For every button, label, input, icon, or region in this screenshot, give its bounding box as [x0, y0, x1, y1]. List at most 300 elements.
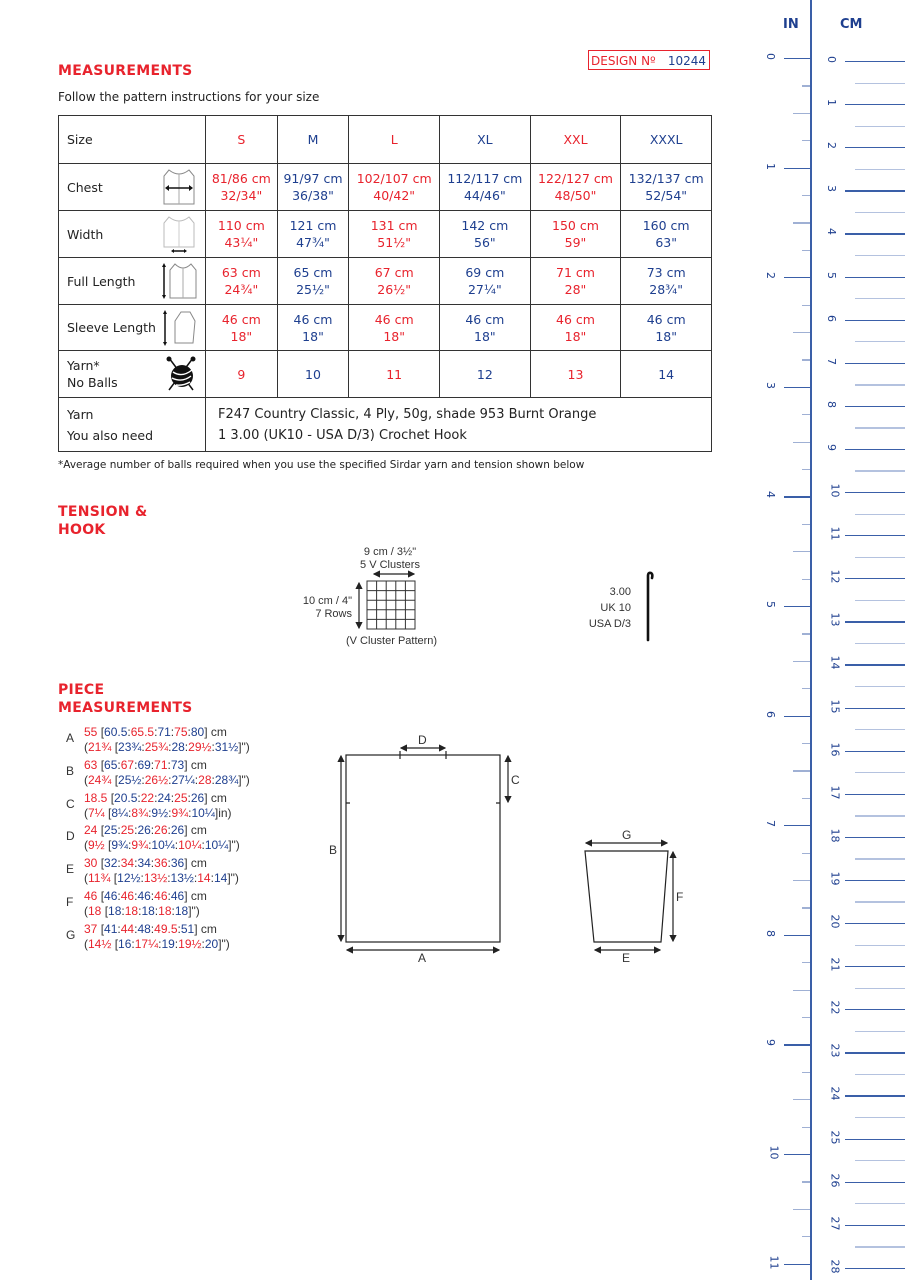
body-piece [346, 755, 500, 942]
value-cm: 65 cm [293, 265, 333, 280]
cm-major-tick [845, 449, 905, 450]
size-label: Size [59, 116, 206, 164]
cm-minor-tick [855, 1117, 905, 1118]
piece-value: 65.5 [130, 725, 155, 739]
row-label [59, 258, 206, 305]
piece-value: 25¾ [144, 740, 169, 754]
cm-label: 18 [828, 828, 842, 843]
piece-value: 51 [180, 921, 195, 936]
size-m: M [277, 116, 349, 164]
cm-major-tick [845, 61, 905, 62]
inch-minor-tick [793, 332, 810, 333]
cm-minor-tick [855, 600, 905, 601]
tension-clusters: 5 V Clusters [360, 559, 420, 571]
inch-major-tick [784, 1154, 810, 1155]
piece-value: 25 [104, 823, 118, 838]
balls-xxxl: 14 [621, 351, 712, 398]
piece-value: 71 [154, 757, 168, 772]
cm-minor-tick [855, 557, 905, 558]
cm-label: 28 [828, 1259, 842, 1274]
cm-label: 10 [828, 483, 842, 498]
cm-major-tick [845, 104, 905, 105]
piece-letter: D [66, 829, 75, 844]
inch-minor-tick [802, 1127, 810, 1128]
measurement-row-width [59, 211, 712, 258]
crochet-hook-icon [642, 570, 654, 642]
piece-value: 27¼ [171, 772, 195, 787]
cm-label: 20 [828, 914, 842, 929]
cm-label: 6 [825, 314, 838, 322]
piece-value: 49.5 [154, 921, 178, 936]
balls-label [59, 351, 206, 398]
piece-value: 20.5 [114, 790, 138, 805]
cm-label: 0 [825, 56, 838, 63]
inch-minor-tick [793, 770, 810, 771]
piece-value: 29½ [188, 740, 212, 754]
measurement-cell [277, 258, 349, 305]
piece-value: 28 [198, 772, 212, 787]
inch-major-tick [784, 168, 810, 169]
piece-letter: E [66, 862, 75, 877]
inch-major-tick [784, 1264, 810, 1265]
piece-value: 46 [104, 889, 118, 903]
piece-value: 17¼ [134, 936, 159, 951]
piece-title-2: MEASUREMENTS [58, 700, 193, 716]
balls-xl: 12 [440, 351, 531, 398]
inch-minor-tick [802, 250, 810, 251]
piece-cm-unit: cm [200, 921, 217, 936]
value-cm: 73 cm [646, 265, 686, 280]
measurement-cell [621, 305, 712, 351]
piece-value: 26 [170, 823, 185, 838]
cm-label: 21 [828, 957, 842, 972]
inch-minor-tick [802, 1181, 810, 1182]
inch-label: 7 [764, 820, 777, 828]
tension-height: 10 cm / 4" [302, 595, 352, 607]
piece-value: 36 [154, 856, 168, 871]
cm-minor-tick [855, 427, 905, 428]
cm-minor-tick [855, 901, 905, 902]
cm-minor-tick [855, 298, 905, 299]
measurement-cell [206, 258, 278, 305]
piece-value: 14 [213, 871, 228, 886]
value-cm: 102/107 cm [356, 171, 432, 186]
piece-in-unit: ") [241, 772, 250, 787]
cm-major-tick [845, 664, 905, 665]
value-cm: 160 cm [642, 218, 690, 233]
inch-minor-tick [793, 222, 810, 223]
inch-label: 11 [767, 1255, 781, 1270]
value-in: 63" [655, 235, 677, 250]
value-in: 28" [564, 282, 587, 297]
inch-major-tick [784, 277, 810, 278]
value-cm: 46 cm [374, 311, 414, 327]
row-label [59, 164, 206, 211]
measurement-cell [206, 164, 278, 211]
value-cm: 46 cm [221, 311, 261, 327]
cm-minor-tick [855, 1203, 905, 1204]
balls-xxl: 13 [530, 351, 621, 398]
balls-row [59, 351, 712, 398]
piece-value: 37 [84, 921, 98, 936]
inch-minor-tick [793, 661, 810, 662]
cm-major-tick [845, 1009, 905, 1010]
cm-label: 26 [828, 1173, 842, 1188]
cm-major-tick [845, 492, 905, 493]
value-cm: 81/86 cm [211, 171, 271, 186]
measurement-cell [277, 211, 349, 258]
cm-label: 27 [828, 1216, 842, 1231]
cm-minor-tick [855, 212, 905, 213]
cm-major-tick [845, 837, 905, 838]
piece-value: 44 [120, 921, 135, 936]
value-cm: 46 cm [556, 311, 595, 327]
inch-label: 9 [764, 1039, 777, 1047]
inch-minor-tick [802, 1236, 810, 1237]
cm-minor-tick [855, 470, 905, 471]
measurement-cell [349, 211, 440, 258]
inch-minor-tick [793, 1209, 810, 1210]
piece-value: 13½ [143, 871, 168, 886]
piece-value: 28 [171, 740, 185, 754]
piece-in-unit: ") [230, 871, 239, 886]
inch-minor-tick [793, 880, 810, 881]
piece-value: 8¼ [111, 805, 129, 820]
inch-minor-tick [802, 907, 810, 908]
cm-major-tick [845, 320, 905, 321]
measurement-cell [277, 305, 349, 351]
tension-height-label [290, 595, 352, 621]
value-cm: 121 cm [289, 218, 337, 233]
measurement-cell [440, 211, 531, 258]
cardigan-width-icon [161, 215, 199, 253]
value-in: 18" [655, 328, 677, 344]
inch-major-tick [784, 935, 810, 936]
piece-value: 18 [124, 904, 139, 918]
value-in: 59" [564, 235, 587, 250]
cm-major-tick [845, 277, 905, 278]
measurement-cell [349, 258, 440, 305]
piece-letter: B [66, 763, 75, 778]
measurement-cell [530, 164, 621, 211]
piece-in-unit: ") [231, 838, 240, 853]
label-g: G [622, 828, 632, 842]
cm-minor-tick [855, 945, 905, 946]
piece-cm-unit: cm [190, 889, 207, 903]
value-in: 40/42" [373, 188, 416, 203]
ruler-cm-title: CM [840, 17, 863, 32]
yarn-label: Yarn [67, 406, 94, 422]
cm-minor-tick [855, 686, 905, 687]
cm-minor-tick [855, 384, 905, 385]
piece-value: 19 [161, 936, 175, 951]
inch-label: 3 [764, 381, 777, 389]
inch-minor-tick [793, 551, 810, 552]
inch-label: 5 [764, 601, 777, 608]
piece-cm-unit: cm [190, 823, 207, 838]
piece-value: 55 [84, 725, 98, 739]
cm-major-tick [845, 880, 905, 881]
piece-value: 46 [154, 889, 168, 903]
inch-major-tick [784, 387, 810, 388]
piece-value: 18 [174, 904, 189, 918]
piece-value: 9¾ [111, 838, 129, 853]
piece-letter: A [66, 731, 75, 745]
cardigan-chest-icon [161, 168, 199, 206]
value-in: 32/34" [220, 188, 263, 203]
piece-value: 9½ [88, 838, 105, 853]
label-c: C [511, 773, 520, 787]
cm-minor-tick [855, 126, 905, 127]
value-in: 18" [474, 328, 496, 344]
inch-major-tick [784, 716, 810, 717]
design-label: DESIGN Nº [591, 54, 656, 68]
size-header-row [59, 116, 712, 164]
cm-major-tick [845, 1268, 905, 1269]
piece-value: 24¾ [88, 772, 112, 787]
inch-label: 0 [764, 53, 777, 60]
balls-s: 9 [206, 351, 278, 398]
piece-value: 16 [118, 936, 132, 951]
row-label [59, 211, 206, 258]
cm-label: 1 [825, 99, 838, 107]
tension-pattern: (V Cluster Pattern) [346, 635, 438, 647]
cm-major-tick [845, 578, 905, 579]
value-in: 43¼" [224, 235, 259, 250]
value-in: 36/38" [292, 188, 334, 203]
piece-cm-line: 18.5 [20.5:22:24:25:26] cm (7¼ [8¼:8¾:9½:9¾:10¼]in) [84, 790, 232, 820]
inch-minor-tick [793, 1099, 810, 1100]
piece-letter: F [66, 895, 74, 909]
value-in: 28¾" [649, 282, 684, 297]
cm-major-tick [845, 1052, 905, 1053]
row-label-text: Chest [67, 179, 103, 195]
measurement-cell [530, 258, 621, 305]
cm-label: 14 [828, 655, 842, 670]
inch-minor-tick [802, 798, 810, 799]
piece-value: 46 [170, 889, 185, 903]
cm-label: 15 [828, 699, 842, 713]
value-in: 25½" [296, 282, 330, 297]
inch-minor-tick [802, 524, 810, 525]
cm-minor-tick [855, 83, 905, 84]
piece-value: 10¼ [151, 838, 175, 853]
cm-minor-tick [855, 643, 905, 644]
measurement-cell [530, 305, 621, 351]
inch-label: 1 [764, 162, 777, 170]
yarn-labels [59, 398, 206, 452]
tension-title-1: TENSION & [58, 504, 148, 520]
label-e: E [622, 951, 631, 965]
inch-label: 10 [767, 1145, 781, 1160]
inch-minor-tick [793, 113, 810, 114]
piece-cm-unit: cm [190, 757, 207, 772]
size-s: S [206, 116, 278, 164]
piece-value: 28¾ [214, 772, 239, 787]
measurement-cell [530, 211, 621, 258]
cm-label: 19 [828, 871, 842, 886]
cm-label: 16 [828, 742, 842, 757]
yarn-value: F247 Country Classic, 4 Ply, 50g, shade 953 Burnt Orange [218, 406, 597, 422]
cm-label: 8 [825, 400, 838, 408]
cm-major-tick [845, 966, 905, 967]
piece-value: 10¼ [178, 838, 202, 853]
label-d: D [418, 733, 427, 747]
piece-value: 18 [88, 904, 102, 918]
cm-label: 24 [828, 1086, 842, 1101]
footnote: *Average number of balls required when you use the specified Sirdar yarn and tension shown below [58, 459, 585, 471]
cm-minor-tick [855, 1246, 905, 1247]
cm-major-tick [845, 1225, 905, 1226]
value-cm: 69 cm [465, 265, 505, 280]
hook-mm: 3.00 [609, 586, 631, 598]
piece-cm-line: 24 [25:25:26:26:26] cm (9½ [9¾:9¾:10¼:10¼:10¼]") [84, 823, 240, 853]
cm-major-tick [845, 1139, 905, 1140]
measurements-heading: MEASUREMENTS [58, 63, 193, 79]
piece-value: 9½ [151, 805, 169, 820]
value-in: 18" [564, 328, 587, 344]
piece-value: 46 [120, 889, 135, 903]
size-xxl: XXL [530, 116, 621, 164]
sleeve-length-icon [161, 309, 199, 347]
piece-cm-line: 30 [32:34:34:36:36] cm (11¾ [12½:13½:13½:14:14]") [84, 856, 239, 886]
piece-value: 14½ [88, 936, 112, 951]
inch-minor-tick [802, 469, 810, 470]
inch-major-tick [784, 58, 810, 59]
inch-major-tick [784, 1044, 810, 1045]
size-table [58, 115, 712, 452]
piece-value: 11¾ [88, 871, 111, 886]
piece-in-unit: ") [221, 936, 230, 951]
measurement-cell [621, 211, 712, 258]
cm-minor-tick [855, 1074, 905, 1075]
cm-major-tick [845, 190, 905, 191]
value-cm: 110 cm [217, 218, 265, 233]
value-in: 48/50" [554, 188, 597, 203]
piece-value: 7¼ [88, 805, 105, 820]
piece-value: 18.5 [84, 790, 108, 805]
piece-value: 13½ [170, 871, 194, 886]
piece-cm-unit: cm [210, 790, 227, 805]
piece-value: 63 [84, 757, 98, 772]
sleeve-piece [585, 851, 668, 942]
hook-usa: USA D/3 [588, 618, 631, 630]
piece-value: 46 [137, 889, 151, 903]
piece-value: 9¾ [131, 838, 149, 853]
tension-width: 9 cm / 3½" [363, 546, 417, 558]
cm-label: 25 [828, 1130, 842, 1144]
cm-label: 13 [828, 612, 842, 627]
piece-value: 25 [120, 823, 135, 838]
piece-value: 73 [170, 757, 185, 772]
value-cm: 132/137 cm [628, 171, 704, 186]
piece-cm-line: 55 [60.5:65.5:71:75:80] cm (21¾ [23¾:25¾:28:29½:31½]") [84, 725, 250, 754]
cm-label: 7 [825, 357, 838, 365]
measurement-cell [206, 305, 278, 351]
piece-cm-line: 37 [41:44:48:49.5:51] cm (14½ [16:17¼:19:19½:20]") [84, 921, 230, 951]
measurement-cell [621, 164, 712, 211]
cm-label: 2 [825, 142, 838, 150]
piece-cm-line: 63 [65:67:69:71:73] cm (24¾ [25½:26½:27¼:28:28¾]") [84, 757, 250, 787]
value-cm: 150 cm [552, 218, 599, 233]
piece-value: 34 [120, 856, 135, 871]
tension-swatch-grid [350, 570, 420, 632]
value-cm: 91/97 cm [283, 171, 343, 186]
piece-value: 8¾ [131, 805, 149, 820]
value-cm: 142 cm [461, 218, 509, 233]
piece-value: 41 [104, 921, 118, 936]
piece-cm-unit: cm [190, 856, 207, 871]
value-in: 44/46" [463, 188, 506, 203]
cm-minor-tick [855, 988, 905, 989]
label-b: B [329, 843, 338, 857]
cm-major-tick [845, 233, 905, 234]
label-f: F [676, 890, 684, 904]
piece-value: 10¼ [204, 838, 229, 853]
piece-value: 22 [140, 790, 155, 805]
cm-minor-tick [855, 815, 905, 816]
tension-title-2: HOOK [58, 522, 106, 538]
design-number: 10244 [667, 54, 706, 68]
value-in: 27¼" [467, 282, 502, 297]
cm-label: 23 [828, 1043, 842, 1058]
piece-letter: C [66, 796, 75, 811]
you-also-need-label: You also need [67, 427, 154, 443]
cm-minor-tick [855, 514, 905, 515]
cm-major-tick [845, 363, 905, 364]
value-cm: 131 cm [370, 218, 418, 233]
piece-value: 25½ [118, 772, 142, 787]
tension-heading [58, 503, 148, 539]
design-number-box [588, 50, 710, 70]
measurement-cell [440, 305, 531, 351]
cm-major-tick [845, 923, 905, 924]
piece-value: 24 [84, 823, 98, 838]
piece-in-unit: ") [241, 740, 250, 754]
piece-value: 9¾ [171, 805, 189, 820]
cm-label: 4 [825, 228, 838, 236]
value-cm: 63 cm [221, 265, 261, 280]
piece-value: 24 [157, 790, 171, 805]
piece-value: 19½ [178, 936, 202, 951]
piece-value: 20 [204, 936, 219, 951]
measurement-row-chest [59, 164, 712, 211]
hook-uk: UK 10 [600, 602, 631, 614]
yarn-values [206, 398, 712, 452]
measurement-cell [349, 164, 440, 211]
balls-l: 11 [349, 351, 440, 398]
inch-minor-tick [802, 140, 810, 141]
piece-value: 10¼ [191, 805, 215, 820]
cm-label: 12 [828, 569, 842, 584]
piece-cm-line: 46 [46:46:46:46:46] cm (18 [18:18:18:18:18]") [84, 889, 207, 918]
measurement-cell [349, 305, 440, 351]
piece-value: 26 [154, 823, 168, 838]
piece-value: 25 [174, 790, 188, 805]
piece-value: 14 [197, 871, 211, 886]
cm-major-tick [845, 147, 905, 148]
piece-in-unit: ") [191, 904, 200, 918]
piece-letter: G [66, 927, 76, 942]
inch-label: 2 [764, 272, 777, 280]
row-label-text: Sleeve Length [67, 320, 156, 335]
cm-label: 5 [825, 271, 838, 279]
yarn-ball-icon [163, 356, 199, 392]
cm-major-tick [845, 708, 905, 709]
piece-value: 60.5 [104, 725, 128, 739]
cm-major-tick [845, 621, 905, 622]
hook-value: 1 3.00 (UK10 - USA D/3) Crochet Hook [218, 427, 467, 443]
